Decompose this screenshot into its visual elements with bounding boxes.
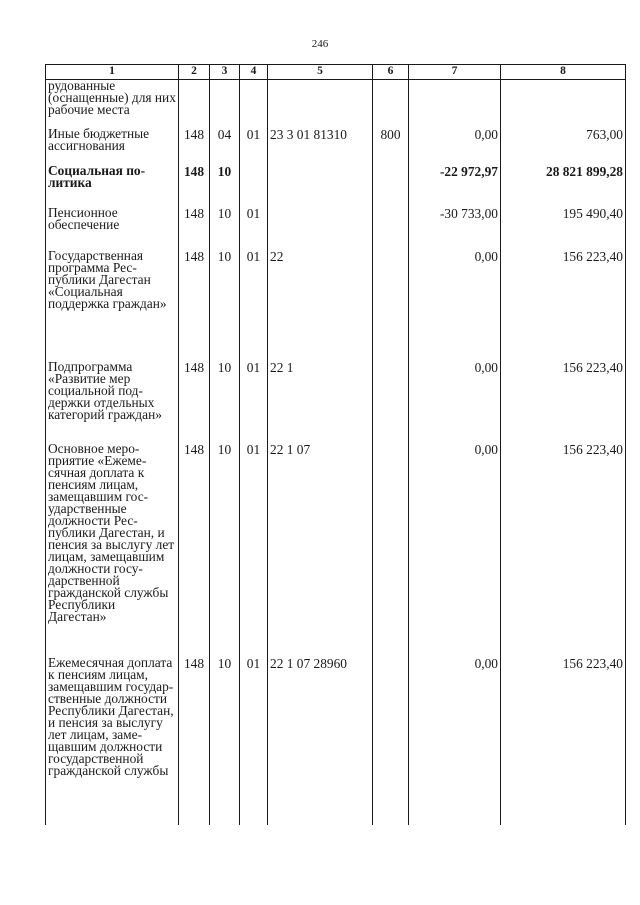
cell-total-amount: 156 223,40 (501, 438, 626, 651)
row-name: Иные бюджетные ассигнования (46, 120, 179, 158)
cell-target-article (268, 158, 373, 203)
cell-admin-code: 148 (179, 120, 210, 158)
table-row (46, 203, 626, 245)
cell-section: 10 (210, 203, 240, 245)
cell-total-amount: 156 223,40 (501, 357, 626, 438)
cell-expense-type (373, 158, 409, 203)
budget-table (45, 64, 626, 825)
cell-expense-type: 800 (373, 120, 409, 158)
cell-target-article: 22 1 07 (268, 438, 373, 651)
cell-change-amount: -22 972,97 (409, 158, 501, 203)
cell-section: 10 (210, 651, 240, 825)
table-row (46, 357, 626, 438)
cell-target-article (268, 203, 373, 245)
row-name: Пенсионное обеспечение (46, 203, 179, 245)
header-row (46, 65, 626, 80)
cell-target-article: 23 3 01 81310 (268, 120, 373, 158)
column-header: 4 (240, 65, 268, 80)
cell-admin-code: 148 (179, 357, 210, 438)
cell-expense-type (373, 357, 409, 438)
cell-target-article (268, 80, 373, 121)
cell-total-amount: 28 821 899,28 (501, 158, 626, 203)
cell-admin-code (179, 80, 210, 121)
row-name: Государственная программа Республики Дагестан «Социальная поддержка граждан» (46, 245, 179, 357)
column-header: 8 (501, 65, 626, 80)
cell-section: 10 (210, 158, 240, 203)
cell-change-amount: 0,00 (409, 245, 501, 357)
cell-section: 10 (210, 245, 240, 357)
cell-admin-code: 148 (179, 438, 210, 651)
cell-section: 04 (210, 120, 240, 158)
cell-expense-type (373, 651, 409, 825)
cell-total-amount (501, 80, 626, 121)
cell-subsection: 01 (240, 120, 268, 158)
cell-subsection (240, 158, 268, 203)
column-header: 2 (179, 65, 210, 80)
row-name: Подпрограмма «Развитие мер социальной поддержки отдельных категорий граждан» (46, 357, 179, 438)
cell-subsection: 01 (240, 245, 268, 357)
column-header: 7 (409, 65, 501, 80)
cell-subsection: 01 (240, 203, 268, 245)
column-header: 3 (210, 65, 240, 80)
cell-total-amount: 156 223,40 (501, 245, 626, 357)
cell-total-amount: 156 223,40 (501, 651, 626, 825)
table-row (46, 120, 626, 158)
cell-target-article: 22 1 07 28960 (268, 651, 373, 825)
cell-expense-type (373, 80, 409, 121)
cell-subsection: 01 (240, 438, 268, 651)
cell-expense-type (373, 245, 409, 357)
cell-change-amount: 0,00 (409, 357, 501, 438)
row-name: рудованные (оснащенные) для них рабочие места (46, 80, 179, 121)
cell-section (210, 80, 240, 121)
table-row (46, 158, 626, 203)
row-name: Социальная политика (46, 158, 179, 203)
cell-admin-code: 148 (179, 245, 210, 357)
cell-section: 10 (210, 438, 240, 651)
page-number: 246 (311, 38, 329, 50)
cell-subsection: 01 (240, 357, 268, 438)
column-header: 6 (373, 65, 409, 80)
row-name: Ежемесячная доплата к пенсиям лицам, замещавшим государственные должности Республики Дагестан, и пенсия за выслугу лет лицам, замещавшим должности государственной гражданской службы (46, 651, 179, 825)
cell-expense-type (373, 203, 409, 245)
cell-target-article: 22 1 (268, 357, 373, 438)
column-header: 5 (268, 65, 373, 80)
cell-change-amount: 0,00 (409, 120, 501, 158)
cell-subsection (240, 80, 268, 121)
table-row (46, 438, 626, 651)
cell-total-amount: 195 490,40 (501, 203, 626, 245)
cell-admin-code: 148 (179, 203, 210, 245)
cell-change-amount: 0,00 (409, 651, 501, 825)
cell-section: 10 (210, 357, 240, 438)
table-row (46, 651, 626, 825)
cell-change-amount: 0,00 (409, 438, 501, 651)
cell-admin-code: 148 (179, 158, 210, 203)
column-header: 1 (46, 65, 179, 80)
table-row (46, 245, 626, 357)
cell-target-article: 22 (268, 245, 373, 357)
cell-subsection: 01 (240, 651, 268, 825)
cell-change-amount: -30 733,00 (409, 203, 501, 245)
cell-total-amount: 763,00 (501, 120, 626, 158)
row-name: Основное мероприятие «Ежемесячная доплата к пенсиям лицам, замещавшим государственные должности Республики Дагестан, и пенсия за выслугу лет лицам, замещавшим должности государственной гражданской службы Республики Дагестан» (46, 438, 179, 651)
cell-admin-code: 148 (179, 651, 210, 825)
table-row (46, 80, 626, 121)
cell-change-amount (409, 80, 501, 121)
cell-expense-type (373, 438, 409, 651)
